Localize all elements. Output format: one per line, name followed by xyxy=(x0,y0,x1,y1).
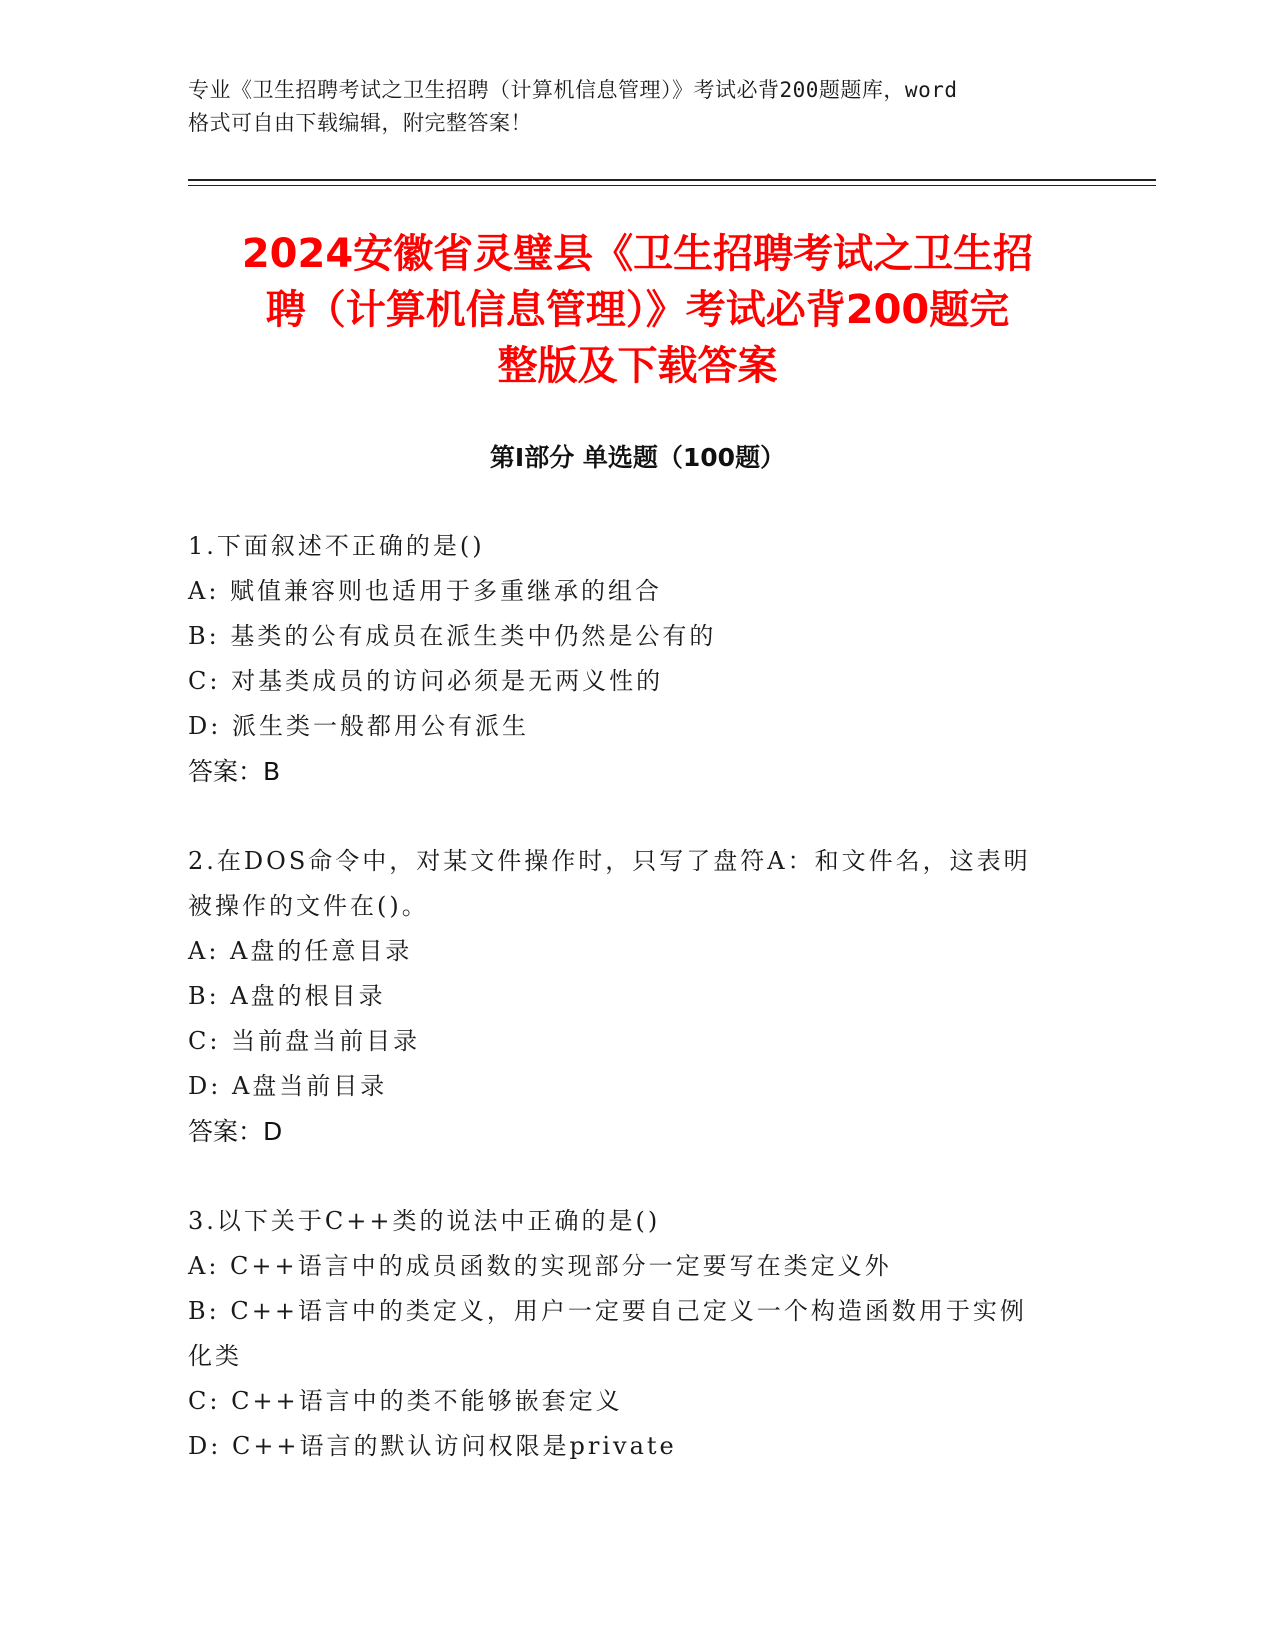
title-line-2: 聘（计算机信息管理）》考试必背200题完 xyxy=(265,287,1010,333)
header-divider-thin xyxy=(188,185,1156,186)
option-d: D: 派生类一般都用公有派生 xyxy=(188,712,529,740)
question-stem: 1.下面叙述不正确的是() xyxy=(188,532,485,560)
option-a: A: 赋值兼容则也适用于多重继承的组合 xyxy=(188,577,663,605)
option-c: C: 当前盘当前目录 xyxy=(188,1027,421,1055)
question-stem-continued: 被操作的文件在()。 xyxy=(188,892,429,920)
section-title: 第I部分 单选题（100题） xyxy=(489,443,786,472)
option-b: B: C++语言中的类定义，用户一定要自己定义一个构造函数用于实例 xyxy=(188,1297,1027,1325)
title-line-1: 2024安徽省灵璧县《卫生招聘考试之卫生招 xyxy=(241,231,1034,277)
title-line-3: 整版及下载答案 xyxy=(497,343,778,389)
header-note-line-1: 专业《卫生招聘考试之卫生招聘（计算机信息管理）》考试必背200题题库，word xyxy=(188,78,958,102)
question-2 xyxy=(188,839,1088,1155)
question-3 xyxy=(188,1199,1088,1469)
question-stem: 2.在DOS命令中，对某文件操作时，只写了盘符A：和文件名，这表明 xyxy=(188,847,1031,875)
option-a: A: A盘的任意目录 xyxy=(188,937,413,965)
header-note xyxy=(188,74,1088,140)
header-note-line-2: 格式可自由下载编辑，附完整答案！ xyxy=(188,111,532,135)
option-b-continued: 化类 xyxy=(188,1342,242,1370)
question-stem: 3.以下关于C++类的说法中正确的是() xyxy=(188,1207,661,1235)
question-list xyxy=(188,524,1088,1513)
header-divider-thick xyxy=(188,179,1156,181)
document-title xyxy=(175,226,1100,394)
answer-line: 答案：B xyxy=(188,757,281,786)
option-a: A: C++语言中的成员函数的实现部分一定要写在类定义外 xyxy=(188,1252,892,1280)
option-d: D: C++语言的默认访问权限是private xyxy=(188,1432,677,1460)
option-b: B: 基类的公有成员在派生类中仍然是公有的 xyxy=(188,622,717,650)
option-c: C: C++语言中的类不能够嵌套定义 xyxy=(188,1387,623,1415)
question-1 xyxy=(188,524,1088,795)
option-d: D: A盘当前目录 xyxy=(188,1072,388,1100)
answer-line: 答案：D xyxy=(188,1117,283,1146)
option-b: B: A盘的根目录 xyxy=(188,982,386,1010)
option-c: C: 对基类成员的访问必须是无两义性的 xyxy=(188,667,664,695)
